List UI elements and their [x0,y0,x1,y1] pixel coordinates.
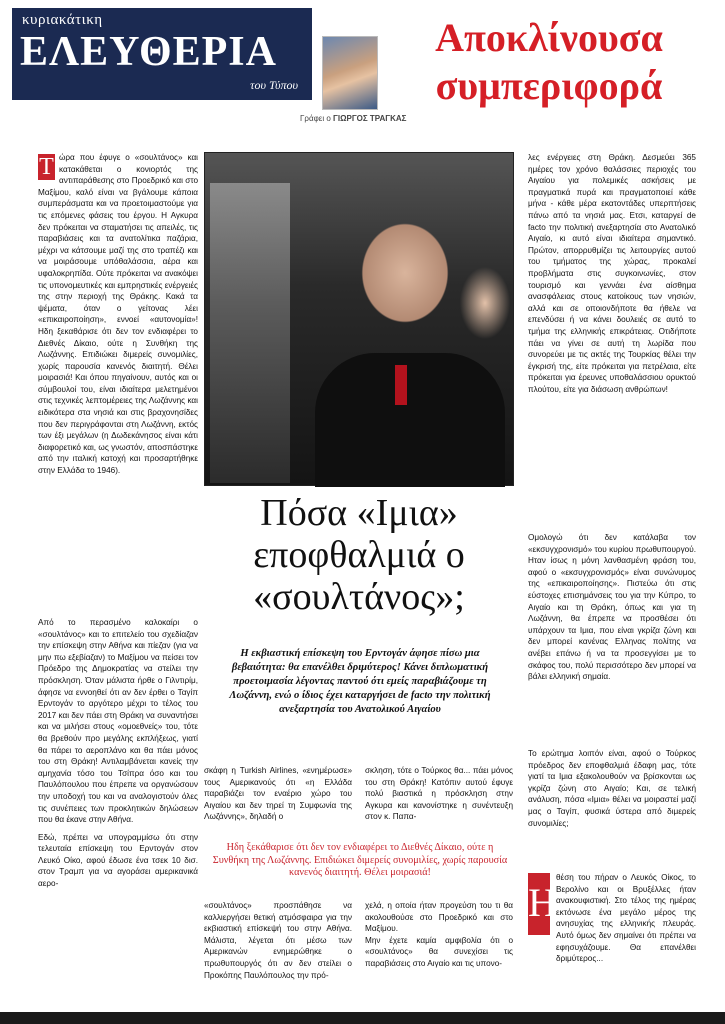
paragraph: χελά, η οποία ήταν προγεύση του τι θα ακολουθούσε στο Προεδρικό και στο Μαξίμου. Μην έχετε καμία αμφιβολία ότι ο «σουλτάνος» θα συνεχίσει τις παραβιάσεις στο Αιγαίο και τις υπονο- [365,901,513,968]
paragraph: Το ερώτημα λοιπόν είναι, αφού ο Τούρκος πρόεδρος δεν εποφθαλμιά έδαφη μας, τότε γιατί τα Ιμια εξακολουθούν να βρίσκονται ως γκρίζα ζώνη στο Αιγαίο; Και, σε τελική ανάλυση, πόσα «Ιμια» θέλει να μοιραστεί μαζί μας ο Ταγίπ, φυσικά ύστερα από διμερείς συνομιλίες; [528,749,696,828]
photo-tie [395,365,407,405]
column-e [528,748,696,835]
paragraph: «σουλτάνος» προσπάθησε να καλλιεργήσει θετική ατμόσφαιρα για την εκβιαστική επίσκεψή του στην Αθήνα. Μάλιστα, λέγεται ότι μέσω των Αμερικανών ενημερώθηκε ο πρωθυπουργός ότι αν δεν στείλει ο Προκόπης Παυλόπουλος την πρό- [204,901,352,980]
column-m4 [365,900,513,976]
article-subtitle: Η εκβιαστική επίσκεψη του Ερντογάν άφησε πίσω μια βεβαιότητα: θα επανέλθει δριμύτερος! Κάνει διπλωματική προετοιμασία λέγοντας παντού ότι εμείς παραβιάζουμε τη Λωζάννη, ενώ ο ίδιος έχει καταργήσει de facto την πολιτική ανεξαρτησία του Ανατολικού Αιγαίου [229,648,491,715]
byline-author: ΓΙΩΡΓΟΣ ΤΡΑΓΚΑΣ [333,114,407,123]
masthead [12,8,312,100]
column-m3 [204,900,352,987]
dropcap: Η [528,873,550,935]
paragraph: λες ενέργειες στη Θράκη. Δεσμεύει 365 ημέρες τον χρόνο θαλάσσιες περιοχές του Αιγαίου για πολεμικές ασκήσεις με πραγματικά πυρά και πραγματοποιεί κάθε μήνα - κάθε μέρα εκατοντάδες υπερπτήσεις πάνω από τα νησιά μας. Ετσι, καταργεί de facto την πολιτική ανεξαρτησία στο Ανατολικό Αιγαίο, κι αυτό είναι ιδιαίτερα σημαντικό. Πρώτον, απορρυθμίζει τις λειτουργίες αυτού του τμήματος της χώρας, προκαλεί προβλήματα στις συγκοινωνίες, στον τουρισμό και γεννάει ένα αίσθημα ανασφάλειας στους κατοίκους των νησιών, αλλά και σε οποιονδήποτε θα ήθελε να επενδύσει ή να κάνει δουλειές σε αυτό το τμήμα της ελληνικής επικράτειας. Οτιδήποτε πάει να γίνει σε αυτή τη λωρίδα που συνορεύει με τις ακτές της Τουρκίας θέλει την έγκρισή της, είτε πρόκειται για πετρέλαια, είτε πρόκειται για έρευνες υποθαλάσσιου ορυκτού πλούτου, είτε για διάσωση ανθρώπων! [528,153,696,394]
photo-figure [210,183,290,483]
byline [300,114,406,123]
column-f [556,872,696,971]
paragraph: σκληση, τότε ο Τούρκος θα... πάει μόνος του στη Θράκη! Κατόπιν αυτού έφυγε πολύ βιαστικά η πρόσκληση στην Αγκυρα και κανονίστηκε η συνέντευξη στον κ. Παπα- [365,766,513,822]
paragraph: σκάφη η Turkish Airlines, «ενημέρωσε» τους Αμερικανούς ότι «η Ελλάδα παραβιάζει τον εναέριο χώρο του Αιγαίου και δεν τηρεί τη Συμφωνία της Λωζάννης», δηλαδή ο [204,766,352,822]
callout: Ηδη ξεκάθαρισε ότι δεν τον ενδιαφέρει το Διεθνές Δίκαιο, ούτε η Συνθήκη της Λωζάννης. Επιδιώκει διμερείς συνομιλίες, χωρίς παρουσία κανενός διαιτητή. Θέλει μοιρασιά! [212,842,508,879]
column-d [528,532,696,689]
paragraph: Από το περασμένο καλοκαίρι ο «σουλτάνος» και το επιτελείο του σχεδίαζαν την επίσκεψη στην Αθήνα και πίεζαν (για να μην πω εξεβίαζαν) το Μαξίμου να πείσει τον Πρόεδρο της Δημοκρατίας να στείλει την πρόσκληση. Όταν μάλιστα ήρθε ο Γιλντιρίμ, άφησε να εννοηθεί ότι αν δεν έρθει ο Ταγίπ Ερντογάν το αργότερο μέχρι το τέλος του 2017 και δεν πάει στη Θράκη να συναντήσει και να μιλήσει στους «ομοεθνείς» του, τότε θα βρεθούν προ μεγάλης εκπλήξεως, γιατί θα πάρει το αεροπλάνο και θα πάει μόνος του στη Θράκη! Αντιλαμβάνεται κανείς την αμηχανία τόσο του Τσίπρα όσο και του Παυλόπουλου που έπρεπε να οργανώσουν την υποδοχή του και να αναλογιστούν όλες τις συνέπειες των προκλητικών δηλώσεων που θα έκανε στην Αθήνα. [38,618,198,825]
article-title: Πόσα «Ιμια» εποφθαλμιά ο «σουλτάνος»; [253,492,465,618]
column-c [528,152,696,401]
paragraph: ώρα που έφυγε ο «σουλτάνος» και κατακάθεται ο κονιορτός της αντιπαράθεσης στο Προεδρικό και στο Μαξίμου, καλό είναι να βγάλουμε κάποια συμπεράσματα και να προετοιμαστούμε για τις επόμενες φάσεις του έργου. Η Αγκυρα δεν πρόκειται να σταματήσει τις απειλές, τις παραβιάσεις και τα ανατολίτικα παζάρια, μέχρι να κάτσουμε μαζί της στο τραπέζι και να μοιράσουμε υπόθαλάσσια, αέρα και υφαλοκρηπίδα. Ούτε πρόκειται να ανακόψει τις υπονομευτικές και εμπρηστικές ενέργειές της στην περιοχή της Θράκης. Κακά τα ψέματα, όταν ο γείτονας λέει «επικαιροποίηση», εννοεί «αυτονομία»! Ηδη ξεκαθάρισε ότι δεν τον ενδιαφέρει το Διεθνές Δίκαιο, ούτε η Συνθήκη της Λωζάννης. Επιδιώκει διμερείς συνομιλίες, χωρίς παρουσία κανενός διαιτητή. Θέλει μοιρασιά! Και όπου πηγαίνουν, αυτός και οι σύμβουλοί του, είναι ιδιαίτερα μελετημένοι στις τεχνικές λεπτομέρειες της Λωζάννης και ειδικότερα στα νησιά και στις βραχονησίδες που δεν περιγράφονται στη Λωζάννη, εκτός των έξι μεγάλων (η Δωδεκάνησος είναι κάτι διαφορετικό και, ως γνωστόν, αποσπάστηκε από την ιταλική κατοχή και προσαρτήθηκε στην Ελλάδα το 1946). [38,153,198,476]
column-m2 [365,765,513,829]
dropcap: Τ [39,154,54,180]
masthead-subtitle: του Τύπου [250,78,298,92]
bottom-bar [0,1012,725,1024]
byline-prefix: Γράφει ο [300,114,331,123]
paragraph: Ομολογώ ότι δεν κατάλαβα τον «εκσυγχρονισμό» του κυρίου πρωθυπουργού. Ηταν ίσως η μόνη λανθασμένη φράση του, αφού ο «εκσυγχρονισμός» είναι συνώνυμος της «επικαιροποίησης». Πιστεύω ότι στις εύστοχες επισημάνσεις του για την Κύπρο, το Αιγαίο και τη Θράκη, όπως και για τη Λωζάννη, θα έπρεπε να προσθέσει ότι υπάρχουν τα Ιμια, που είναι γκρίζα ζώνη και δεν μπορεί κανένας Ελληνας πολίτης να ανέβει επάνω ή να τα προσεγγίσει με το σκάφος του, πολύ περισσότερο δεν μπορεί να βάλει ελληνική σημαία. [528,533,696,682]
masthead-small: κυριακάτικη [22,12,103,28]
masthead-title: ΕΛΕΥΘΕΡΙΑ [20,29,277,75]
column-a [38,152,198,483]
paragraph: Εδώ, πρέπει να υπογραμμίσω ότι στην τελευταία επίσκεψη του Ερντογάν στον Λευκό Οίκο, αφού έδωσε ένα τσεκ 10 δισ. στον Τραμπ για να αγοράσει αμερικανικά αερο- [38,832,198,889]
column-b [38,617,198,896]
paragraph: θέση του πήραν ο Λευκός Οίκος, το Βερολίνο και οι Βρυξέλλες ήταν ανακουφιστική. Στο τέλος της ημέρας εκτόνωσε ένα μεγάλο μέρος της ανησυχίας της ελληνικής πλευράς. Αυτό όμως δεν σημαίνει ότι πρέπει να εφησυχάζουμε. Θα επανέλθει δριμύτερος... [556,873,696,964]
author-photo [322,36,378,110]
column-m1 [204,765,352,829]
headline: Αποκλίνουσα συμπεριφορά [435,15,663,108]
photo-suit [315,353,505,487]
main-photo [204,152,514,486]
